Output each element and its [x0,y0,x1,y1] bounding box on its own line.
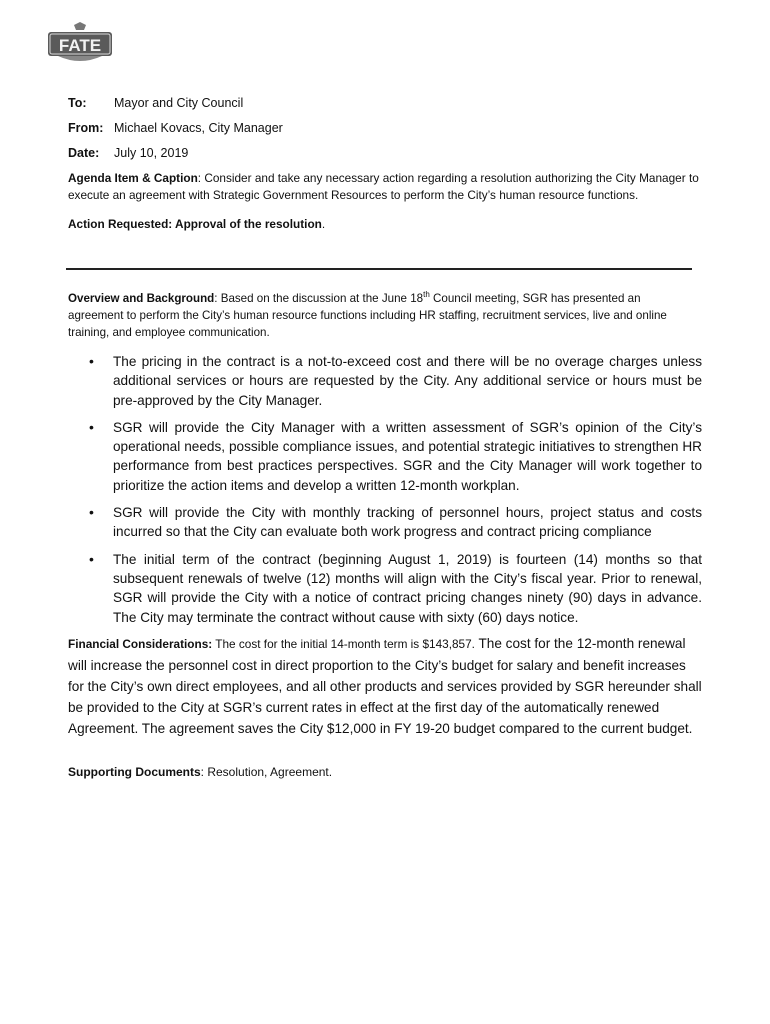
from-value: Michael Kovacs, City Manager [114,121,283,135]
bullet-text: SGR will provide the City Manager with a written assessment of SGR’s opinion of the City’s operational needs, possible compliance issues, and potential strategic initiatives to strengthen HR performance from best practices perspectives. SGR and the City Manager will work together to prioritize the action items and develop a written 12-month workplan. [113,419,702,493]
overview-text-after: Council meeting, SGR has presented an agreement to perform the City’s human resource functions including HR staffing, recruitment services, live and online training, and employee communication. [68,292,667,339]
supporting-label: Supporting Documents [68,765,201,779]
from-label: From: [68,121,104,135]
to-value: Mayor and City Council [114,96,244,110]
logo-text: FATE [58,36,102,55]
action-requested [68,216,702,233]
action-suffix: . [321,217,326,231]
bullet-icon: • [89,550,94,567]
list-item [86,503,702,542]
to-label: To: [68,96,87,110]
city-logo [44,22,116,66]
list-item [86,418,702,495]
agenda-text: : Consider and take any necessary action regarding a resolution authorizing the City Manager to execute an agreement with Strategic Government Resources to perform the City’s human resource functions. [68,171,699,202]
overview-section [68,290,698,341]
financial-text: The cost for the 12-month renewal will increase the personnel cost in direct proportion to the City’s budget for salary and benefit increases for the City’s own direct employees, and all other products and services provided by SGR hereunder shall be provided to the City at SGR’s current rates in effect at the first day of the automatically renewed Agreement. The agreement saves the City $12,000 in FY 19-20 budget compared to the current budget. [68,636,702,736]
agenda-label: Agenda Item & Caption [68,171,198,185]
financial-lead: The cost for the initial 14-month term is $143,857. [212,637,475,651]
bullet-text: The initial term of the contract (beginning August 1, 2019) is fourteen (14) months so that subsequent renewals of twelve (12) months will align with the City’s fiscal year. Prior to renewal, SGR will provide the City with a notice of contract pricing changes ninety (90) days in advance. The City may terminate the contract without cause with sixty (60) days notice. [113,551,702,625]
bullet-icon: • [89,418,94,435]
overview-label: Overview and Background [68,292,215,305]
bullet-text: The pricing in the contract is a not-to-exceed cost and there will be no overage charges unless additional services or hours are requested by the City. Any additional service or hours must be pre-approved by the City Manager. [113,354,702,408]
bullet-text: SGR will provide the City with monthly tracking of personnel hours, project status and costs incurred so that the City can evaluate both work progress and contract pricing compliance [113,505,702,540]
overview-sup: th [423,290,430,300]
bullet-list [86,352,702,635]
list-item [86,550,702,627]
financial-section [68,633,702,739]
financial-label: Financial Considerations: [68,637,213,651]
to-row [68,95,702,111]
overview-text-before: : Based on the discussion at the June 18 [214,292,424,305]
bullet-icon: • [89,353,94,369]
list-item [86,352,702,410]
supporting-text: : Resolution, Agreement. [200,765,333,779]
date-value: July 10, 2019 [114,146,189,160]
date-label: Date: [68,146,100,160]
agenda-item [68,170,702,204]
supporting-section [68,764,702,781]
divider [66,268,692,270]
date-row [68,145,702,161]
from-row [68,120,702,136]
bullet-icon: • [89,504,94,521]
memo-header [68,95,702,233]
action-label: Action Requested: Approval of the resolution [68,217,322,231]
